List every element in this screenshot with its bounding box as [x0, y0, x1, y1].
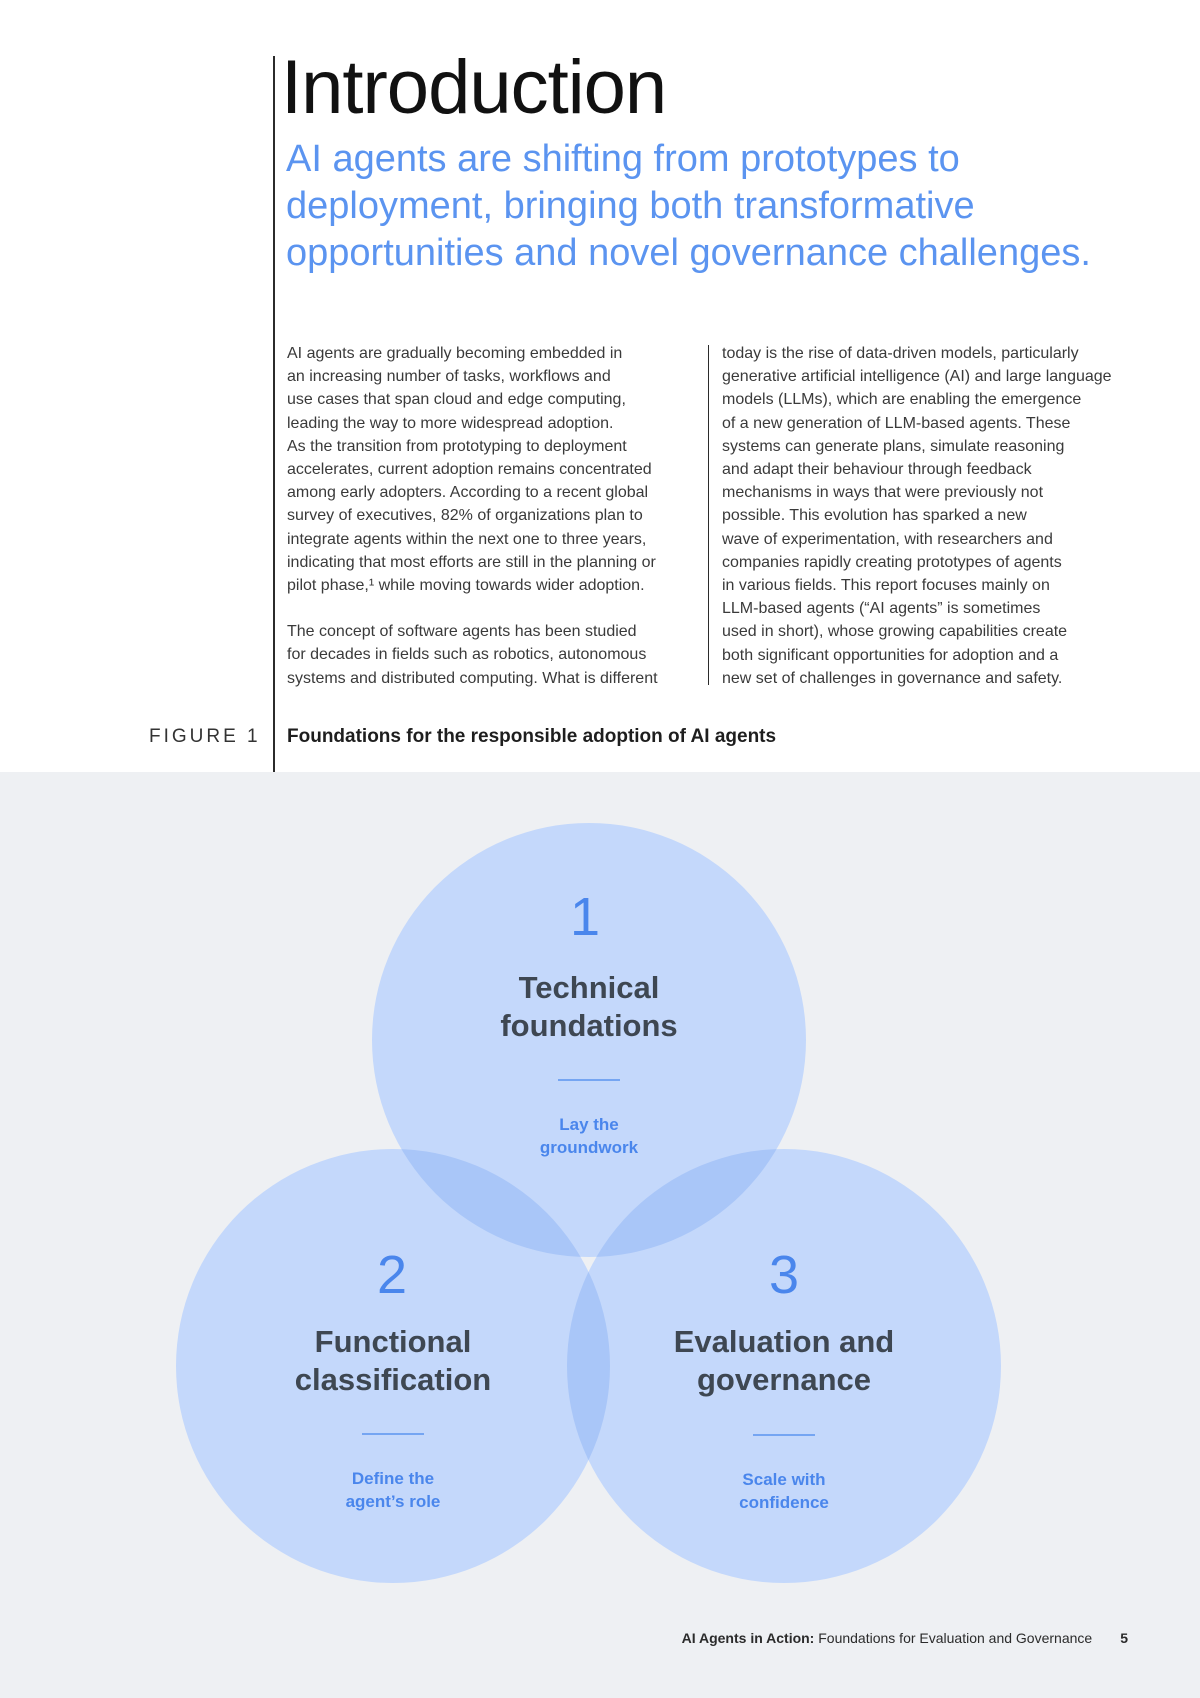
circle-title: Functional — [314, 1324, 472, 1359]
figure-title: Foundations for the responsible adoption of AI agents — [287, 726, 777, 747]
circle-caption: agent’s role — [345, 1492, 441, 1511]
circle-caption: Scale with — [742, 1470, 826, 1489]
circle-title: governance — [696, 1362, 872, 1397]
paragraph: AI agents are gradually becoming embedded in an increasing number of tasks, workflows and use cases that span cloud and edge computing, leading the way to more widespread adoption. As the transition from prototyping to deployment accelerates, current adoption remains concentrated among early adopters. According to a recent global survey of executives, 82% of organizations plan to integrate agents within the next one to three years, indicating that most efforts are still in the planning or pilot phase,¹ while moving towards wider adoption. — [287, 345, 656, 595]
page-title: Introduction — [281, 45, 667, 130]
circle-number: 3 — [768, 1245, 800, 1305]
page-subtitle: AI agents are shifting from prototypes to deployment, bringing both transformative opportunities and novel governance challenges. — [286, 138, 1091, 274]
circle-title: Evaluation and — [673, 1324, 895, 1359]
footer-doc-title: Foundations for Evaluation and Governance — [814, 1630, 1093, 1646]
circle-caption: confidence — [739, 1493, 829, 1512]
paragraph: The concept of software agents has been studied for decades in fields such as robotics, autonomous systems and distributed computing. What is different — [287, 623, 658, 687]
circle-caption: Lay the — [559, 1115, 619, 1134]
circle-number: 2 — [376, 1245, 408, 1305]
circle-title: foundations — [500, 1008, 678, 1043]
circle-caption: groundwork — [539, 1138, 639, 1157]
circle-number: 1 — [569, 887, 601, 947]
circle-title: classification — [294, 1362, 492, 1397]
figure-label: FIGURE 1 — [149, 726, 261, 747]
paragraph: today is the rise of data-driven models, particularly generative artificial intelligence (AI) and large language models (LLMs), which are enabling the emergence of a new generation of LLM-based agents. These systems can generate plans, simulate reasoning and adapt their behaviour through feedback mechanisms in ways that were previously not possible. This evolution has sparked a new wave of experimentation, with researchers and companies rapidly creating prototypes of agents in various fields. This report focuses mainly on LLM-based agents (“AI agents” is sometimes used in short), whose growing capabilities create both significant opportunities for adoption and a new set of challenges in governance and safety. — [722, 345, 1112, 687]
page-number: 5 — [1120, 1630, 1128, 1646]
page-footer — [682, 1630, 1128, 1646]
footer-doc-title-bold: AI Agents in Action: — [681, 1630, 815, 1646]
circle-title: Technical — [518, 970, 660, 1005]
circle-caption: Define the — [351, 1469, 435, 1488]
